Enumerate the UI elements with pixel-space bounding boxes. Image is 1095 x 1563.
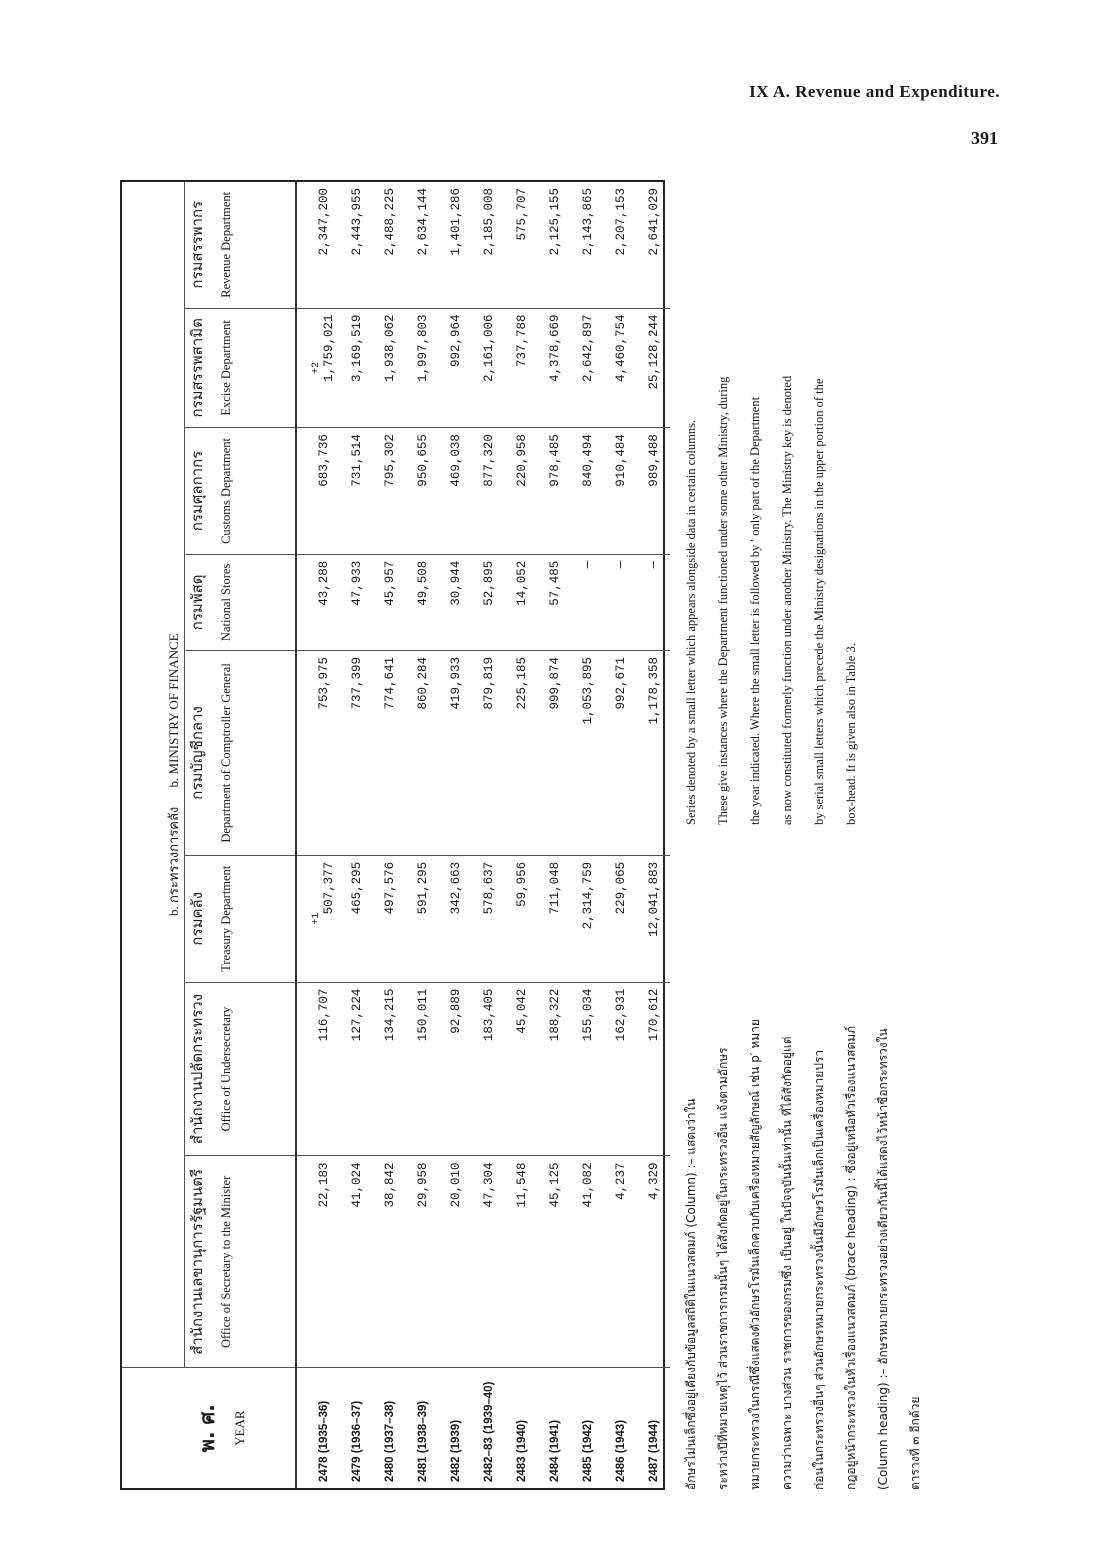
value-text: 11,548: [514, 1162, 529, 1208]
value-cell: [373, 650, 406, 855]
year-cell: 2481 (1938–39): [416, 1400, 429, 1482]
table-row: [637, 182, 670, 1488]
column-heading-thai: สำนักงานเลขานุการรัฐมนตรี: [188, 1168, 206, 1355]
value-cell: [373, 182, 406, 308]
value-text: 683,736: [316, 434, 331, 487]
value-text: 1,178,358: [646, 656, 661, 725]
value-text: 170,612: [646, 988, 661, 1042]
value-cell: [571, 982, 604, 1156]
group-heading-thai: b. กระทรวงการคลัง: [166, 806, 181, 916]
value-cell: [296, 308, 340, 428]
value-cell: [296, 982, 340, 1156]
value-cell: [637, 650, 670, 855]
footnote-thai: [675, 835, 931, 1490]
value-cell: [406, 554, 439, 650]
year-cell: 2486 (1943): [614, 1419, 627, 1482]
value-cell: [439, 650, 472, 855]
value-text: 134,215: [382, 988, 397, 1042]
value-cell: [538, 182, 571, 308]
value-cell: [296, 554, 340, 650]
value-cell: [439, 308, 472, 428]
column-heading: [185, 650, 297, 855]
column-heading-english: Revenue Department: [219, 191, 233, 298]
value-cell: [637, 182, 670, 308]
column-heading-english: Excise Department: [219, 320, 233, 416]
year-cell: 2482 (1939): [449, 1419, 462, 1482]
value-text: 150,011: [415, 988, 430, 1042]
value-text: 127,224: [349, 988, 364, 1042]
value-cell: [637, 308, 670, 428]
value-text: 2,634,144: [415, 188, 430, 256]
column-heading: [185, 855, 297, 982]
value-text: 419,933: [448, 656, 463, 710]
value-cell: [340, 1156, 373, 1368]
value-cell: [637, 428, 670, 555]
footnote-line-english: These give instances where the Department functioned under some other Ministry, during: [716, 376, 730, 825]
value-cell: [439, 982, 472, 1156]
column-heading: [185, 554, 297, 650]
value-cell: [538, 650, 571, 855]
value-cell: [505, 308, 538, 428]
year-cell: 2485 (1942): [581, 1419, 594, 1482]
value-cell: [406, 1156, 439, 1368]
value-text: 978,485: [547, 434, 562, 487]
footnote-line-english: the year indicated. Where the small letter is followed by ′ only part of the Department: [748, 396, 762, 825]
value-text: 2,143,865: [580, 188, 595, 256]
value-text: 989,488: [646, 434, 661, 487]
table-row: [571, 182, 604, 1488]
value-cell: [505, 428, 538, 555]
value-text: 12,041,883: [646, 861, 661, 937]
value-cell: [472, 650, 505, 855]
value-text: —: [580, 560, 595, 569]
value-cell: [373, 428, 406, 555]
footnote-line-thai: ความว่าเฉพาะ บางส่วน ราชการของกรมซึ่ง เป็นอยู่ ในปัจจุบันนั้นเท่านั้น ที่ได้สังกัดอยู่แต่: [780, 1036, 794, 1490]
value-cell: [296, 1156, 340, 1368]
column-heading-thai: กรมพัสดุ: [188, 574, 206, 631]
column-heading-thai: พ. ศ.: [194, 1404, 219, 1453]
value-cell: [571, 650, 604, 855]
value-text: 877,320: [481, 434, 496, 487]
value-cell: [406, 182, 439, 308]
value-text: 22,183: [316, 1162, 331, 1208]
value-text: 2,488,225: [382, 188, 397, 256]
finance-table-frame: [120, 180, 665, 1490]
value-cell: [505, 650, 538, 855]
value-cell: [296, 855, 340, 982]
column-heading-thai: กรมสรรพากร: [188, 200, 206, 289]
value-cell: [406, 650, 439, 855]
value-cell: [296, 650, 340, 855]
value-cell: [604, 428, 637, 555]
table-row: [538, 182, 571, 1488]
value-text: 575,707: [514, 188, 529, 241]
page-number: 391: [971, 128, 998, 148]
value-text: 507,377: [321, 861, 336, 915]
value-text: 4,329: [646, 1162, 661, 1200]
value-cell: [439, 182, 472, 308]
value-text: 2,125,155: [547, 188, 562, 256]
value-text: 155,034: [580, 988, 595, 1042]
group-heading-english: b. MINISTRY OF FINANCE: [166, 633, 181, 788]
value-text: 29,958: [415, 1162, 430, 1208]
value-cell: [505, 554, 538, 650]
value-text: 14,052: [514, 560, 529, 606]
footnote-line-thai: ระหว่างปีที่หมายเหตุไว้ ส่วนราชการกรมนั้นๆ ได้สังกัดอยู่ในกระทรวงอื่น แจ้งตามอักษร: [716, 1047, 730, 1490]
footnote-line-english: by serial small letters which precede the Ministry designations in the upper portion of the: [812, 378, 826, 825]
column-heading: [185, 428, 297, 555]
value-cell: [637, 855, 670, 982]
value-cell: [538, 308, 571, 428]
value-cell: [604, 982, 637, 1156]
column-heading: [185, 308, 297, 428]
table-row: [505, 182, 538, 1488]
value-text: 591,295: [415, 861, 430, 915]
value-text: —: [613, 560, 628, 569]
column-heading-thai: กรมสรรพสามิต: [188, 318, 206, 418]
value-cell: [604, 182, 637, 308]
value-text: 57,485: [547, 560, 562, 606]
footnote-line-thai: หมายกระทรวงในกรณีซึ่งแสดงตัวอักษรโรมันเล็กควบกับเครื่องหมายสัญลักษณ์ เช่น p′ หมาย: [748, 1019, 762, 1490]
value-cell: [637, 554, 670, 650]
value-cell: [538, 1156, 571, 1368]
value-cell: [340, 554, 373, 650]
value-text: 41,024: [349, 1162, 364, 1208]
value-cell: [340, 308, 373, 428]
value-text: 737,399: [349, 656, 364, 710]
column-heading: [185, 982, 297, 1156]
value-text: 45,125: [547, 1162, 562, 1208]
value-text: 999,874: [547, 656, 562, 710]
value-text: 992,964: [448, 314, 463, 368]
value-text: 1,759,021: [321, 314, 336, 383]
value-text: 2,207,153: [613, 188, 628, 256]
value-cell: [472, 554, 505, 650]
value-cell: [406, 855, 439, 982]
value-text: 47,933: [349, 560, 364, 606]
value-text: 45,042: [514, 988, 529, 1034]
year-cell: 2487 (1944): [647, 1419, 660, 1482]
value-cell: [604, 855, 637, 982]
value-text: 1,053,895: [580, 656, 595, 725]
value-cell: [604, 650, 637, 855]
year-cell: 2478 (1935–36): [317, 1400, 330, 1482]
value-cell: [439, 554, 472, 650]
value-text: 2,641,029: [646, 188, 661, 256]
value-cell: [373, 1156, 406, 1368]
value-cell: [505, 182, 538, 308]
table-row: [604, 182, 637, 1488]
group-heading-row: [122, 182, 185, 1488]
series-marker: +2: [310, 361, 322, 374]
column-heading-thai: สำนักงานปลัดกระทรวง: [188, 993, 206, 1145]
value-text: 20,010: [448, 1162, 463, 1208]
value-cell: [340, 982, 373, 1156]
value-text: 840,494: [580, 434, 595, 487]
value-cell: [505, 855, 538, 982]
value-cell: [538, 554, 571, 650]
table-row: [340, 182, 373, 1488]
value-text: 578,637: [481, 861, 496, 915]
value-cell: [538, 855, 571, 982]
value-cell: [472, 428, 505, 555]
footnote-line-thai: กฎอยู่หน้ากระทรวงในหัวเรื่องแนวสดมภ์ (brace heading) : ซึ่งอยู่เหนือหัวเรื่องแนวสดมภ์: [844, 1025, 858, 1490]
footnote-line-thai: ก่อนในกระทรวงอื่นๆ ส่วนอักษรหมายกระทรวงนั้นมีอักษรโรมันเล็กเป็นเครื่องหมายปรา: [812, 1049, 826, 1490]
section-title: IX A. Revenue and Expenditure.: [749, 82, 1000, 101]
footnote-line-thai: อักษรไม่นเล็กซึ่งอยู่เคียงกับข้อมูลสถิติในแนวสดมภ์ (Column) :– แสดงว่าใน: [684, 1098, 698, 1490]
column-heading-english: Office of Undersecretary: [219, 1006, 233, 1132]
value-cell: [637, 1156, 670, 1368]
year-cell: 2479 (1936–37): [350, 1400, 363, 1482]
table-row: [439, 182, 472, 1488]
footnote-line-english: as now constituted formerly function under another Ministry. The Ministry key is denoted: [780, 375, 794, 825]
column-heading-english: Department of Comptroller General: [219, 663, 233, 843]
value-text: 342,663: [448, 861, 463, 915]
year-cell: 2484 (1941): [548, 1419, 561, 1482]
value-text: 41,082: [580, 1162, 595, 1208]
value-cell: [538, 982, 571, 1156]
year-cell: 2482–83 (1939–40): [482, 1381, 495, 1482]
value-cell: [472, 855, 505, 982]
value-text: 229,065: [613, 861, 628, 915]
value-cell: [406, 428, 439, 555]
column-heading: [185, 1156, 297, 1368]
value-cell: [505, 1156, 538, 1368]
column-heading-english: YEAR: [231, 1410, 247, 1446]
table-row: [296, 182, 340, 1488]
value-text: 497,576: [382, 861, 397, 915]
table-row: [472, 182, 505, 1488]
value-text: 950,655: [415, 434, 430, 487]
value-text: 731,514: [349, 434, 364, 487]
value-cell: [406, 982, 439, 1156]
column-heading-english: National Stores: [219, 563, 233, 642]
table-body: [296, 182, 670, 1488]
column-heading-thai: กรมศุลกากร: [188, 450, 206, 532]
value-cell: [340, 428, 373, 555]
value-text: 47,304: [481, 1162, 496, 1208]
group-spacer: [122, 1368, 185, 1488]
footnote-line-thai: (Column heading) :– อักษรหมายกระทรวงอย่างเดียวกันนี้ได้แสดงไว้หน้าชื่อกระทรวงใน: [876, 1028, 890, 1490]
value-cell: [296, 182, 340, 308]
value-text: 4,460,754: [613, 314, 628, 383]
value-text: 2,185,008: [481, 188, 496, 256]
column-heading-thai: กรมคลัง: [188, 891, 206, 946]
ministry-of-finance-heading: [122, 182, 185, 1368]
value-cell: [439, 1156, 472, 1368]
value-cell: [604, 1156, 637, 1368]
column-heading-english: Office of Secretary to the Minister: [219, 1175, 233, 1349]
footnote-line-english: box-head. It is given also in Table 3.: [844, 643, 858, 825]
value-cell: [340, 650, 373, 855]
value-text: 795,302: [382, 434, 397, 487]
value-cell: [538, 428, 571, 555]
table-row: [406, 182, 439, 1488]
column-heading-row: [185, 182, 297, 1488]
value-text: 183,405: [481, 988, 496, 1042]
year-column-heading: [185, 1368, 297, 1488]
value-text: 4,378,669: [547, 314, 562, 383]
value-cell: [373, 554, 406, 650]
value-text: 465,295: [349, 861, 364, 915]
value-text: 860,284: [415, 656, 430, 710]
value-text: 52,895: [481, 560, 496, 606]
value-text: 1,401,286: [448, 188, 463, 256]
year-cell: 2483 (1940): [515, 1419, 528, 1482]
value-text: 38,842: [382, 1162, 397, 1208]
value-cell: [472, 1156, 505, 1368]
value-text: 737,788: [514, 314, 529, 368]
value-cell: [571, 182, 604, 308]
value-text: 469,038: [448, 434, 463, 487]
value-cell: [373, 982, 406, 1156]
value-text: 2,443,955: [349, 188, 364, 256]
value-cell: [472, 982, 505, 1156]
value-text: 1,938,062: [382, 314, 397, 383]
column-heading-english: Treasury Department: [219, 865, 233, 972]
year-cell: 2480 (1937–38): [383, 1400, 396, 1482]
value-text: 2,161,006: [481, 314, 496, 383]
value-text: 753,975: [316, 656, 331, 710]
value-text: 1,997,803: [415, 314, 430, 383]
table-row: [373, 182, 406, 1488]
value-cell: [571, 428, 604, 555]
value-text: 92,889: [448, 988, 463, 1034]
column-heading-english: Customs Department: [219, 438, 233, 544]
footnote-english: [675, 180, 867, 825]
value-text: 43,288: [316, 560, 331, 606]
value-text: 711,048: [547, 861, 562, 915]
value-cell: [340, 182, 373, 308]
value-text: 30,944: [448, 560, 463, 606]
column-heading: [185, 182, 297, 308]
value-cell: [571, 554, 604, 650]
value-cell: [439, 855, 472, 982]
value-cell: [340, 855, 373, 982]
value-text: 49,508: [415, 560, 430, 606]
value-text: 116,707: [316, 988, 331, 1042]
value-cell: [296, 428, 340, 555]
rotated-table-page: [120, 180, 1015, 1490]
value-text: 59,956: [514, 861, 529, 907]
value-cell: [637, 982, 670, 1156]
value-cell: [439, 428, 472, 555]
value-cell: [406, 308, 439, 428]
footnote-line-english: Series denoted by a small letter which appears alongside data in certain columns.: [684, 419, 698, 825]
column-heading-thai: กรมบัญชีกลาง: [188, 706, 206, 800]
value-text: 2,642,897: [580, 314, 595, 383]
value-cell: [571, 1156, 604, 1368]
value-text: 2,314,759: [580, 861, 595, 930]
value-cell: [505, 982, 538, 1156]
finance-table: [122, 182, 670, 1488]
value-text: 25,128,244: [646, 314, 661, 390]
value-text: 4,237: [613, 1162, 628, 1200]
value-cell: [373, 308, 406, 428]
value-cell: [604, 308, 637, 428]
value-text: 188,322: [547, 988, 562, 1042]
value-text: 992,671: [613, 656, 628, 710]
value-text: 2,347,200: [316, 188, 331, 256]
value-cell: [571, 855, 604, 982]
value-cell: [571, 308, 604, 428]
value-text: 879,819: [481, 656, 496, 710]
value-text: —: [646, 560, 661, 569]
value-text: 220,958: [514, 434, 529, 487]
value-cell: [472, 182, 505, 308]
value-text: 45,957: [382, 560, 397, 606]
value-cell: [472, 308, 505, 428]
value-text: 774,641: [382, 656, 397, 710]
value-text: 910,484: [613, 434, 628, 487]
series-marker: +1: [310, 912, 322, 925]
value-cell: [604, 554, 637, 650]
value-text: 225,185: [514, 656, 529, 710]
footnote-line-thai: ตารางที่ ๓ อีกด้วย: [908, 1396, 922, 1490]
value-text: 162,931: [613, 988, 628, 1042]
value-cell: [373, 855, 406, 982]
value-text: 3,169,519: [349, 314, 364, 383]
footnotes: [675, 180, 1005, 1490]
